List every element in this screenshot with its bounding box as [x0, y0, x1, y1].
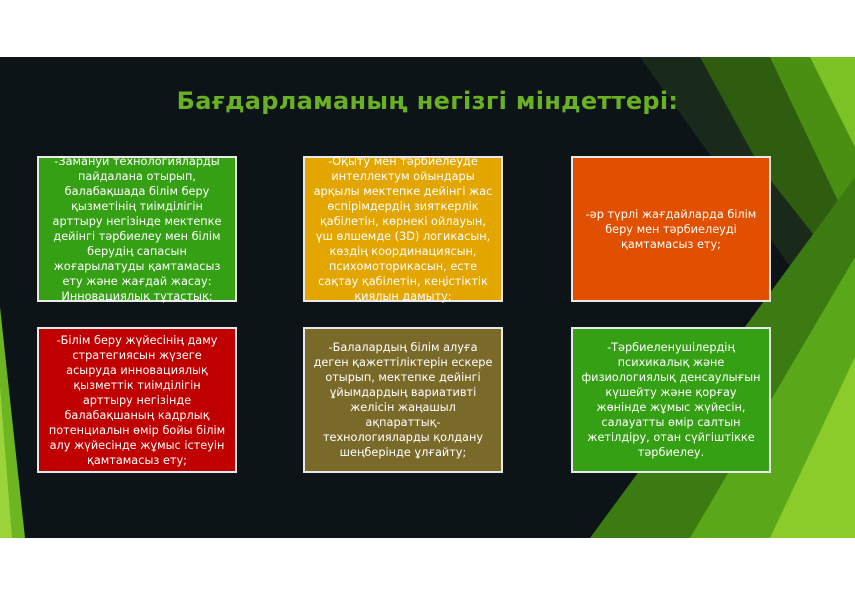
task-box-1	[37, 156, 237, 302]
task-box-6	[571, 327, 771, 473]
task-text-4: -Білім беру жүйесінің даму стратегиясын жүзеге асыруда инновациялық қызметтік тиімділігін арттыру негізінде балабақшаның кадрлық потенциалын өмір бойы білім алу жүйесінде жұмыс істеуін қамтамасыз ету;	[48, 333, 226, 467]
task-text-2: -Оқыту мен тәрбиелеуде интеллектум ойындары арқылы мектепке дейінгі жас өспірімдердің зияткерлік қабілетін, көрнекі ойлауын, үш өлшемде (3D) логикасын, көздің координациясын, психомоторикасын, есте сақтау қабілетін, кеңістіктік қиялын дамыту;	[313, 155, 493, 303]
task-box-5	[303, 327, 503, 473]
task-text-3: -әр түрлі жағдайларда білім беру мен тәрбиелеуді қамтамасыз ету;	[585, 207, 757, 251]
task-text-1: -Замануи технологияларды пайдалана отырып, балабақшада білім беру қызметінің тиімділігін арттыру негізінде мектепке дейінгі тәрбиелеу мен білім берудің сапасын жоғарылатуды қамтамасыз ету және жағдай жасау: Инновациялық тұтастық;	[52, 155, 222, 303]
task-box-3	[571, 156, 771, 302]
task-text-5: -Балалардың білім алуға деген қажеттіліктерін ескере отырып, мектепке дейінгі ұйымдардың вариативті желісін жаңашыл ақпараттық-технологияларды қолдану шеңберінде ұлғайту;	[313, 341, 493, 459]
slide	[0, 57, 855, 538]
task-box-2	[303, 156, 503, 302]
slide-title: Бағдарламаның негізгі міндеттері:	[176, 87, 679, 115]
task-box-4	[37, 327, 237, 473]
task-text-6: -Тәрбиеленушілердің психикалық және физиологиялық денсаулығын күшейту және қорғау жөнінде жұмыс жүйесін, салауатты өмір салтын жетілдіру, отан сүйгіштікке тәрбиелеу.	[581, 341, 761, 459]
